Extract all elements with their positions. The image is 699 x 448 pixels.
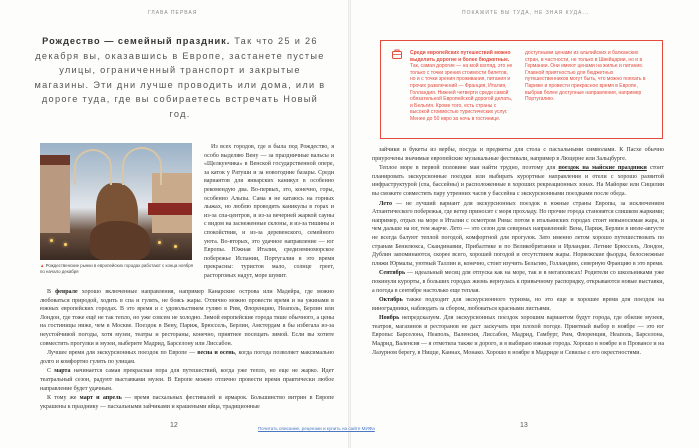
left-running-head: ГЛАВА ПЕРВАЯ [148, 10, 198, 16]
christmas-market-photo [40, 143, 192, 260]
caption-triangle-icon: ▲ [40, 263, 45, 268]
photo-roof-left [40, 155, 70, 165]
photo-building-left [40, 163, 70, 233]
right-running-head: ПОКАЖИТЕ ВЫ ТУДА, НЕ ЗНАЯ КУДА... [462, 10, 590, 16]
deer-antler-right [122, 147, 162, 185]
right-column [372, 146, 664, 358]
paragraph-march: С марта начинается самая прекрасная пора для путешествий, когда уже тепло, но еще не жарко. Идет театральный сезон, радуют выставками музеи. В Европе можно отлично провести время практически любое направление будет удачным. [40, 368, 334, 392]
light-3 [158, 241, 161, 244]
wide-column [40, 288, 334, 412]
paragraph-november: Ноябрь непредсказуем. Для экскурсионных поездок хорошим вариантом будут города, где обилие музеев, театров, магазинов и ресторанов не даст заскучать при плохой погоде. Приятный выбор в ноябре — это юг Европы: Барселона, Неаполь, Валенсия, Лиссабон, Мадрид, Гамбург, Рим, Флоренция, Неаполь, Барселона, Мадрид, Валенсия — я отметила также и дорого, и я выбираю южные города. Хорошо в ноябре и в Провансе и на Лазурном берегу, в Ницце, Каннах, Монако. Хорошо в ноябре в Мадриде и Севилье с его окрестностями. [372, 315, 664, 356]
photo-caption: ▲ Рождественские рынки в европейских городах работают с конца ноября по начало декабря [40, 263, 194, 274]
paragraph-february: В феврале хорошо включенные направления, например Канарские острова или Мадейра, где можно любоваться природой, ходить в спа и гулять, не боясь жары. Отлично можно провести время и на ужинами в южных европейских городах. В это время и с удовольствием гуляю в Рим, Флоренцию, Неаполь, Берлин или Лондон, где тоже ещё не так тепло, но уже совсем не холодно. Зимой европейские города тише обычного, а цены на гостиницы ниже, чем в Москве. Поездок в Вену, Париж, Брюссель, Берлин, Амстердам я бы избегала из-за неустойчивой погоды, хотя музеи, театры и рестораны, конечно, приятнее посещать зимой. Если вы хотите совместить прогулки и музеи, выберите Мадрид, Барселону или Лиссабон. [40, 289, 334, 347]
info-box-col2: доступными ценами из альпийских и балканских стран, в частности, не только в Швейцарии, но и в Германии. Они имеют ценами на жилье и питание. Главной приятностью для бюджетных путешественников могут быть, что можно поехать в Париже и провести прекрасное время в Европе, выбрав более доступные направления, например Португалию. [525, 50, 646, 103]
info-box-col1: Среди европейских путешествий можно выделить дорогие и более бюджетные. Так, самая дорогие — на мой взгляд, это не только с точки зрения стоимости билетов, но и с точки зрения проживания, питания и прочих развлечений — Франция, Италия, Голландия. Нижней четверти среди самой обязательной Европейской дорогой делать, и Бельгия. Кроме того, есть страны с высокой стоимостью туристических услуг. Менее до 50 евро за ночь в гостинице. [410, 50, 513, 122]
paragraph-march-april: К тому же март и апрель — время пасхальных фестивалей и ярмарок. Большинство витрин в Европе украшены к празднику — пасхальными зайчиками и крашеными яйца, традиционные [40, 395, 335, 410]
page-number-left: 12 [170, 422, 178, 429]
page-number-right: 13 [520, 422, 528, 429]
paragraph-easter: зайчики и букеты из вербы, посуда и предметы для стола с пасхальными символами. К Пасхе обычно приурочены значимые европейские музыкальные фестивали, например в Люцерне или Зальцбурге. [372, 147, 664, 162]
paragraph-summer: Лето — не лучший вариант для экскурсионных поездок в южные страны Европы, за исключением Атлантического побережья, где ветер приносит с моря прохладу. Но прочие города становятся слишком жаркими; например, отдых на море в Италии с осмотром Рима: потом в итальянских городах стоит невыносимая жара, и чем дальше на юг, тем жарче. Лето — это сезон для северных направлений: Вена, Париж, Берлин в июле-августе не всегда балуют теплой погодой, комфортной для прогулок. Зато именно летом хорошо путешествовать по странам Бенилюкса, Скандинавии, Прибалтике и по Великобритании и Ирландии. Летние Брюссель, Лондон, Дублин запоминаются, скорее всего, хорошей погодой и отсутствием жары. Норвежские фьорды, белоснежные пляжи Юрмалы, уютный Таллин и, конечно, стоит изучить Бельгию, Голландию, северную Францию в это время. [372, 200, 664, 267]
narrow-paragraph: Из всех городов, где я была под Рождество, я особо выделяю Вену — за праздничные вальсы и «Щелкунчика» в Венской государственной опере, за каток у Ратуши и за новогодние базары. Среди вариантов для январских каникул в особенно рекомендую два. Во-первых, это, конечно, горы, особенно Альпы. Сама я не катаюсь на горных лыжах, но люблю проводить каникулы в горах и из-за спа-центров, и из-за вечерней жаркой сауны с видом на заснеженные склоны, и из-за тишины и спокойствия, и из-за деревенского, семейного уюта. Во-вторых, это удачное направление — юг Европы. Южная Италия, средиземноморское побережье Испании, Португалия в это время прекрасны: туристов мало, солнце греет, расторговых надут, море шумит. [204, 144, 334, 279]
luggage-icon [391, 48, 403, 60]
intro-lead: Рождество — семейный праздник. [42, 36, 231, 46]
paragraph-may: Теплое море в первой половине мая найти трудно, поэтому для поездок на майские праздники стоит планировать экскурсионные поездки или выбирать курортные направления и отели с хорошо развитой инфраструктурой (спа, бассейны) и расположенные в хороших рекреационных зонах. На Майорке или Сицилии вы сможете совместить пару утренних часов у бассейна с экскурсионными поездками после обеда. [372, 165, 664, 197]
paragraph-october: Октябрь также подходит для экскурсионного туризма, но это еще и хорошее время для поездок на виноградники, наблюдать за сбором, любоваться красными листьями. [372, 297, 664, 312]
light-1 [50, 239, 53, 242]
intro-block [30, 34, 330, 121]
deer-body [90, 221, 150, 260]
light-2 [64, 243, 67, 246]
light-4 [174, 245, 177, 248]
buy-book-link[interactable]: Почитать описание, рецензии и купить на сайте МИФа [258, 426, 375, 431]
book-gutter [348, 0, 351, 448]
photo-roof-right [148, 203, 192, 215]
paragraph-spring-autumn: Лучшее время для экскурсионных поездок по Европе — весна и осень, когда погода позволяет максимально долго и комфортно гулять по улицам. [40, 350, 334, 365]
intro-text: Так что 25 и 26 декабря вы, оказавшись в Европе, застанете пустые улицы, ограниченный транспорт и закрытые магазины. Эти дни лучше проводить или дома, или в дороге туда, где вы собираетесь встречать Новый год. [34, 36, 326, 119]
info-box-heading: Среди европейских путешествий можно выделить дорогие и более бюджетные. [410, 50, 511, 63]
deer-antler-left [74, 149, 112, 185]
narrow-column [204, 143, 334, 282]
paragraph-september: Сентябрь — идеальный месяц для отпуска как на море, так и в мегаполисах! Родители со школьниками уже покинули курорты, в больших городах жизнь вернулась к привычному распорядку, открываются новые выставки, а погода в сентябре настолько еще теплая. [372, 270, 664, 294]
